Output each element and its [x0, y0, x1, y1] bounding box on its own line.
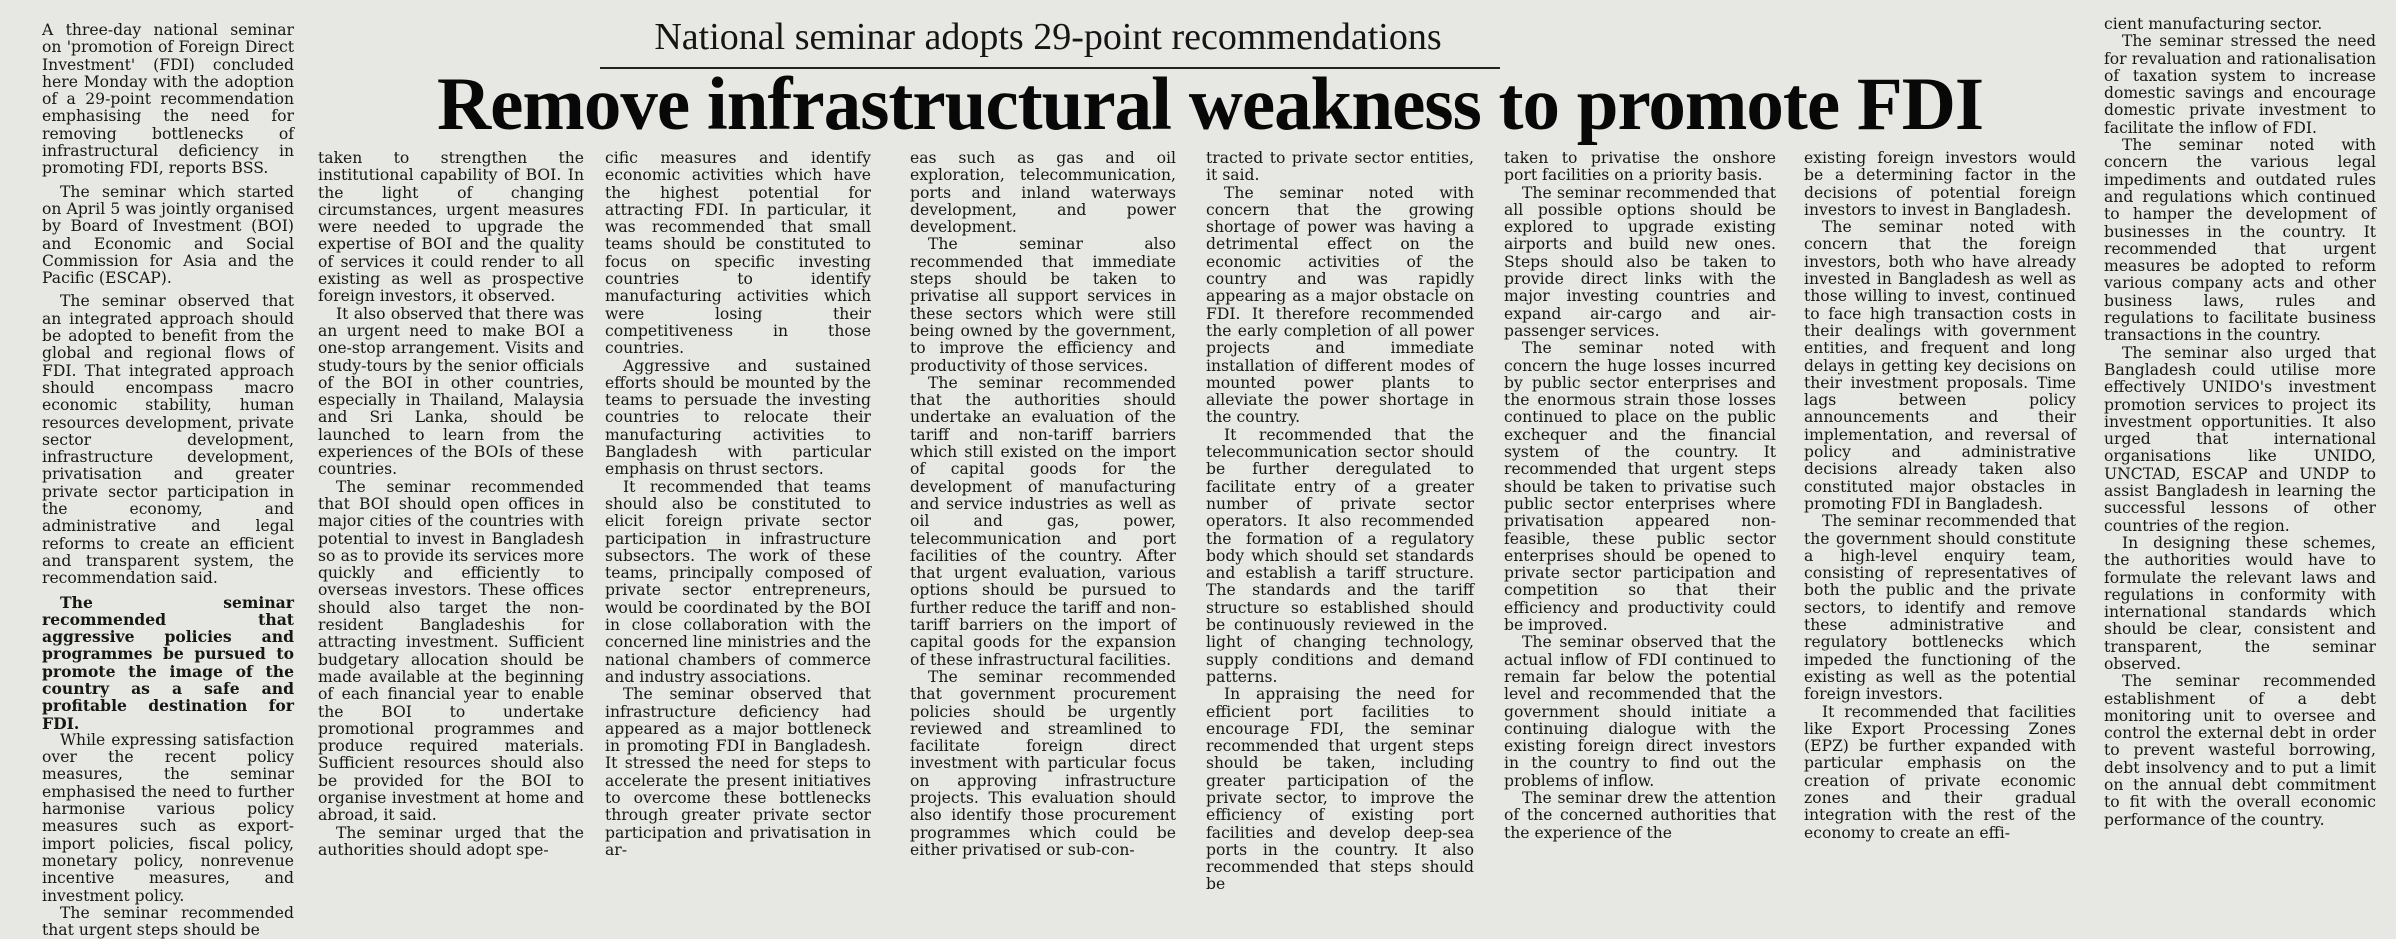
- article-column-3: [605, 150, 871, 864]
- article-column-8: [2104, 16, 2376, 864]
- column-paragraph: In designing these schemes, the authorities would have to formulate the relevant laws and regulations in conformity with international standards which should be clear, consistent and transparent, the seminar observed.: [2104, 533, 2376, 673]
- article-column-2: [318, 150, 584, 864]
- article-column-1: [42, 21, 294, 939]
- column-paragraph: The seminar recommended that urgent steps should be: [42, 903, 294, 939]
- column-paragraph: While expressing satisfaction over the recent policy measures, the seminar emphasised the need to further harmonise various policy measures such as export-import policies, fiscal policy, monetary policy, nonrevenue incentive measures, and investment policy.: [42, 730, 294, 905]
- column-paragraph: The seminar noted with concern that the growing shortage of power was having a detrimental effect on the economic activities of the country and was rapidly appearing as a major obstacle on FDI. It therefore recommended the early completion of all power projects and immediate installation of different modes of mounted power plants to alleviate the power shortage in the country.: [1206, 183, 1474, 427]
- column-paragraph: existing foreign investors would be a determining factor in the decisions of potential foreign investors to invest in Bangladesh.: [1804, 149, 2076, 219]
- column-paragraph: cient manufacturing sector.: [2104, 15, 2323, 33]
- column-paragraph: eas such as gas and oil exploration, telecommunication, ports and inland waterways development, and power development.: [910, 149, 1176, 237]
- column-paragraph: The seminar recommended that BOI should open offices in major cities of the countries with potential to invest in Bangladesh so as to provide its services more quickly and efficiently to overseas investors. These offices should also target the non-resident Bangladeshis for attracting investment. Sufficient budgetary allocation should be made available at the beginning of each financial year to enable the BOI to undertake promotional programmes and produce required materials. Sufficient resources should also be provided for the BOI to organise investment at home and abroad, it said.: [318, 477, 584, 825]
- column-paragraph: The seminar recommended establishment of a debt monitoring unit to oversee and control the external debt in order to prevent wasteful borrowing, debt insolvency and to put a limit on the annual debt commitment to fit with the overall economic performance of the country.: [2104, 672, 2376, 829]
- column-paragraph: taken to strengthen the institutional capability of BOI. In the light of changing circumstances, urgent measures were needed to upgrade the expertise of BOI and the quality of services it could render to all existing as well as prospective foreign investors, it observed.: [318, 149, 584, 306]
- column-paragraph: The seminar urged that the authorities should adopt spe-: [318, 823, 584, 859]
- column-paragraph: The seminar recommended that all possible options should be explored to upgrade existing airports and build new ones. Steps should also be taken to provide direct links with the major investing countries and expand air-cargo and air-passenger services.: [1504, 183, 1776, 340]
- column-paragraph: The seminar stressed the need for revaluation and rationalisation of taxation system to increase domestic savings and encourage domestic private investment to facilitate the inflow of FDI.: [2104, 32, 2376, 137]
- column-paragraph: The seminar observed that infrastructure deficiency had appeared as a major bottleneck in promoting FDI in Bangladesh. It stressed the need for steps to accelerate the present initiatives to overcome these bottlenecks through greater private sector participation and privatisation in ar-: [605, 685, 871, 859]
- column-paragraph: The seminar recommended that government procurement policies should be urgently reviewed and streamlined to facilitate foreign direct investment with particular focus on approving infrastructure projects. This evaluation should also identify those procurement programmes which could be either privatised or sub-con-: [910, 667, 1176, 859]
- column-paragraph: The seminar observed that an integrated approach should be adopted to benefit from the global and regional flows of FDI. That integrated approach should encompass macro economic stability, human resources development, private sector development, infrastructure development, privatisation and greater private sector participation in the economy, and administrative and legal reforms to create an efficient and transparent system, the recommendation said.: [42, 292, 294, 588]
- article-column-4: [910, 150, 1176, 864]
- article-column-7: [1804, 150, 2076, 864]
- main-headline: Remove infrastructural weakness to promote FDI: [436, 63, 1984, 146]
- column-paragraph: The seminar recommended that the authorities should undertake an evaluation of the tariff and non-tariff barriers which still existed on the import of capital goods for the development of manufacturing and service industries as well as oil and gas, power, telecommunication and port facilities of the country. After that urgent evaluation, various options should be pursued to further reduce the tariff and non-tariff barriers on the import of capital goods for the expansion of these infrastructural facilities.: [910, 373, 1176, 669]
- column-paragraph: Aggressive and sustained efforts should be mounted by the teams to persuade the investing countries to relocate their manufacturing activities to Bangladesh with particular emphasis on thrust sectors.: [605, 356, 871, 479]
- column-paragraph: The seminar which started on April 5 was jointly organised by Board of Investment (BOI) and Economic and Social Commission for Asia and the Pacific (ESCAP).: [42, 182, 294, 288]
- article-column-5: [1206, 149, 1474, 894]
- column-paragraph: In appraising the need for efficient port facilities to encourage FDI, the seminar recommended that urgent steps should be taken, including greater participation of the private sector, to improve the efficiency of existing port facilities and develop deep-sea ports in the country. It also recommended that steps should be: [1206, 685, 1474, 894]
- column-paragraph: The seminar observed that the actual inflow of FDI continued to remain far below the potential level and recommended that the government should initiate a continuing dialogue with the existing foreign direct investors in the country to find out the problems of inflow.: [1504, 633, 1776, 790]
- column-paragraph: The seminar recommended that aggressive policies and programmes be pursued to promote the image of the country as a safe and profitable destination for FDI.: [42, 592, 294, 733]
- column-paragraph: It recommended that facilities like Export Processing Zones (EPZ) be further expanded with particular emphasis on the creation of private economic zones and their gradual integration with the rest of the economy to create an effi-: [1804, 702, 2076, 842]
- column-paragraph: It also observed that there was an urgent need to make BOI a one-stop arrangement. Visits and study-tours by the senior officials of the BOI in other countries, especially in Thailand, Malaysia and Sri Lanka, should be launched to learn from the experiences of the BOIs of these countries.: [318, 304, 584, 479]
- column-paragraph: tracted to private sector entities, it said.: [1206, 149, 1474, 185]
- column-paragraph: The seminar also urged that Bangladesh could utilise more effectively UNIDO's investment promotion services to project its investment opportunities. It also urged that international organisations like UNIDO, UNCTAD, ESCAP and UNDP to assist Bangladesh in learning the successful lessons of other countries of the region.: [2104, 343, 2376, 535]
- column-paragraph: The seminar drew the attention of the concerned authorities that the experience of the: [1504, 788, 1776, 842]
- column-paragraph: It recommended that teams should also be constituted to elicit foreign private sector participation in infrastructure subsectors. The work of these teams, principally composed of private sector entrepreneurs, would be coordinated by the BOI in close collaboration with the concerned line ministries and the national chambers of commerce and industry associations.: [605, 477, 871, 686]
- column-paragraph: The seminar noted with concern the various legal impediments and outdated rules and regulations which continued to hamper the development of businesses in the country. It recommended that urgent measures be adopted to reform various company acts and other business laws, rules and regulations to facilitate business transactions in the country.: [2104, 136, 2376, 345]
- column-paragraph: cific measures and identify economic activities which have the highest potential for attracting FDI. In particular, it was recommended that small teams should be constituted to focus on specific investing countries to identify manufacturing activities which were losing their competitiveness in those countries.: [605, 149, 871, 358]
- column-paragraph: It recommended that the telecommunication sector should be further deregulated to facilitate entry of a greater number of private sector operators. It also recommended the formation of a regulatory body which should set standards and establish a tariff structure. The standards and the tariff structure so established should be continuously reviewed in the light of changing technology, supply conditions and demand patterns.: [1206, 425, 1474, 686]
- column-paragraph: The seminar noted with concern the huge losses incurred by public sector enterprises and the enormous strain those losses continued to place on the public exchequer and the financial system of the country. It recommended that urgent steps should be taken to privatise such public sector enterprises where privatisation appeared non-feasible, these public sector enterprises should be opened to private sector participation and competition so that their efficiency and productivity could be improved.: [1504, 339, 1776, 635]
- column-paragraph: The seminar noted with concern that the foreign investors, both who have already invested in Bangladesh as well as those willing to invest, continued to face high transaction costs in their dealings with government entities, and frequent and long delays in getting key decisions on their investment proposals. Time lags between policy announcements and their implementation, and reversal of policy and administrative decisions already taken also constituted major obstacles in promoting FDI in Bangladesh.: [1804, 218, 2076, 513]
- column-paragraph: The seminar also recommended that immediate steps should be taken to privatise all support services in these sectors which were still being owned by the government, to improve the efficiency and productivity of those services.: [910, 235, 1176, 375]
- column-paragraph: The seminar recommended that the government should constitute a high-level enquiry team, consisting of representatives of both the public and the private sectors, to identify and remove these administrative and regulatory bottlenecks which impeded the functioning of the existing as well as the potential foreign investors.: [1804, 512, 2076, 704]
- article-column-6: [1504, 150, 1776, 864]
- column-paragraph: A three-day national seminar on 'promotion of Foreign Direct Investment' (FDI) concluded here Monday with the adoption of a 29-point recommendation emphasising the need for removing bottlenecks of infrastructural deficiency in promoting FDI, reports BSS.: [42, 21, 294, 178]
- column-paragraph: taken to privatise the onshore port facilities on a priority basis.: [1504, 149, 1776, 185]
- kicker-headline: National seminar adopts 29-point recommendations: [654, 16, 1442, 58]
